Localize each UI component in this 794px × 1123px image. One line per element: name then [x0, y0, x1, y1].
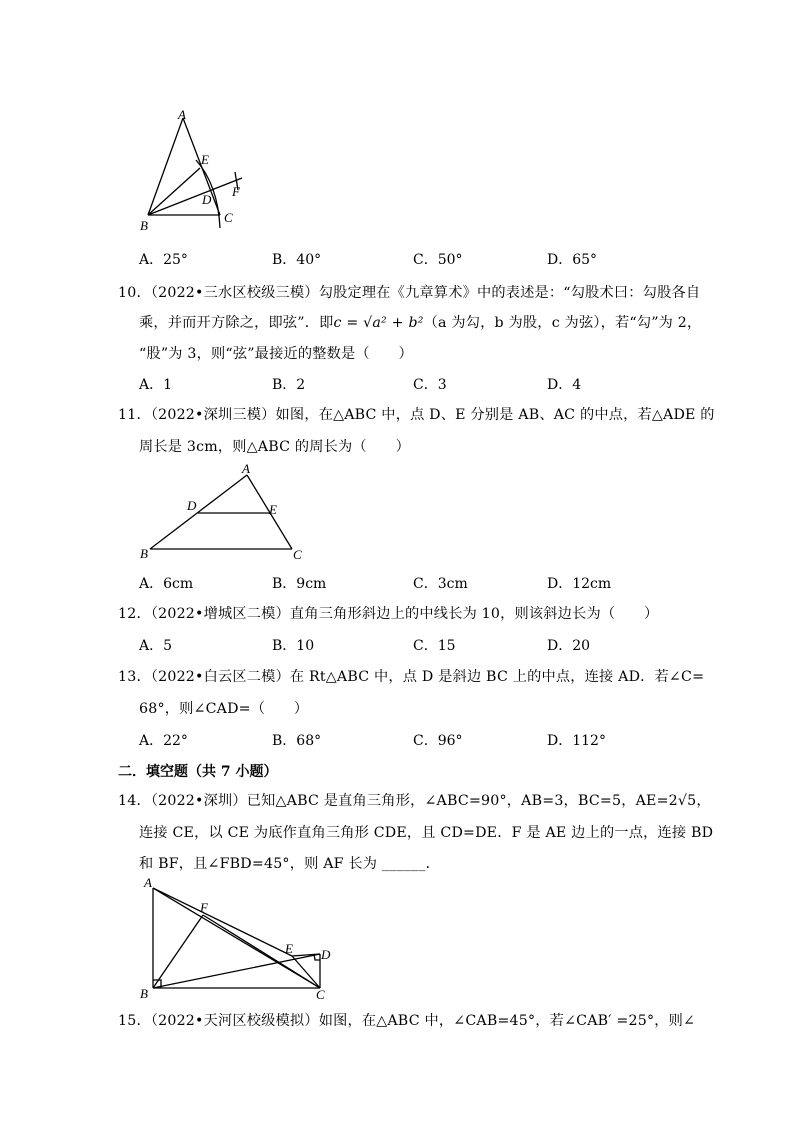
q9-line-ab	[148, 118, 183, 215]
q10-option-c: C．3	[413, 377, 447, 393]
q10-option-b: B．2	[272, 377, 306, 393]
q9-label-b: B	[140, 218, 148, 233]
q11-line1: 11．（2022•深圳三模）如图，在△ABC 中，点 D、E 分别是 AB、AC 的中点，若△ADE 的	[118, 407, 715, 423]
q9-label-e: E	[201, 152, 209, 167]
q11-figure	[150, 470, 310, 555]
q13-line1: 13．（2022•白云区二模）在 Rt△ABC 中，点 D 是斜边 BC 上的中点，连接 AD．若∠C=	[118, 669, 705, 685]
q10-line2	[139, 312, 701, 332]
q10-option-a: A．1	[139, 377, 173, 393]
q9-label-c: C	[224, 210, 233, 225]
q10-option-d: D．4	[547, 377, 582, 393]
q13-option-a: A．22°	[139, 733, 188, 749]
q14-label-b: B	[140, 986, 148, 1001]
q12-option-a: A．5	[139, 638, 173, 654]
q14-label-c: C	[316, 987, 325, 1002]
q9-option-d: D．65°	[547, 252, 598, 268]
q13-line2: 68°，则∠CAD=（ ）	[139, 701, 309, 717]
q11-line-ab	[150, 475, 247, 549]
q9-option-c: C．50°	[413, 252, 463, 268]
q9-label-d: D	[202, 192, 212, 207]
q14-line2: 连接 CE，以 CE 为底作直角三角形 CDE，且 CD=DE．F 是 AE 边上的一点，连接 BD	[139, 825, 714, 841]
q14-line-fc	[203, 915, 320, 988]
q14-line-ae	[153, 888, 292, 956]
q10-line3: “股”为 3，则“弦”最接近的整数是（ ）	[139, 346, 413, 362]
q13-option-c: C．96°	[413, 733, 463, 749]
q14-line-bf	[153, 915, 203, 988]
q14-label-a: A	[144, 875, 152, 890]
q15-line1: 15．（2022•天河区校级模拟）如图，在△ABC 中，∠CAB=45°，若∠CAB′ =25°，则∠	[118, 1013, 696, 1029]
section-heading: 二．填空题（共 7 小题）	[118, 764, 278, 780]
q14-label-e: E	[285, 941, 293, 956]
q14-line1: 14．（2022•深圳）已知△ABC 是直角三角形，∠ABC=90°，AB=3，BC=5，AE=2√5，	[118, 793, 711, 809]
q11-option-c: C．3cm	[413, 576, 468, 592]
q11-option-d: D．12cm	[547, 576, 612, 592]
q9-option-a: A．25°	[139, 252, 188, 268]
q11-label-d: D	[187, 498, 197, 513]
q13-option-d: D．112°	[547, 733, 606, 749]
q11-label-b: B	[140, 546, 148, 561]
q9-label-f: F	[232, 184, 240, 199]
q10-line2-b: （a 为勾，b 为股，c 为弦），若“勾”为 2，	[423, 315, 702, 331]
q10-line1: 10．（2022•三水区校级三模）勾股定理在《九章算术》中的表述是：“勾股术曰：勾股各自	[118, 285, 701, 301]
q10-formula: c = √a² + b²	[333, 315, 424, 331]
q9-figure	[130, 100, 260, 240]
q11-label-c: C	[293, 547, 302, 562]
q12-option-c: C．15	[413, 638, 456, 654]
q12-option-b: B．10	[272, 638, 315, 654]
q9-label-a: A	[178, 107, 186, 122]
q14-figure	[150, 885, 330, 995]
q14-line3: 和 BF，且∠FBD=45°，则 AF 长为 ______．	[139, 856, 441, 872]
q11-line2: 周长是 3cm，则△ABC 的周长为（ ）	[139, 439, 410, 455]
q11-label-a: A	[242, 461, 250, 476]
q13-option-b: B．68°	[272, 733, 322, 749]
q14-label-f: F	[200, 900, 208, 915]
q14-label-d: D	[321, 947, 331, 962]
q11-option-a: A．6cm	[139, 576, 194, 592]
q9-option-b: B．40°	[272, 252, 322, 268]
q12-option-d: D．20	[547, 638, 591, 654]
q12-line1: 12．（2022•增城区二模）直角三角形斜边上的中线长为 10，则该斜边长为（ ）	[118, 606, 659, 622]
q10-line2-a: 乘，并而开方除之，即弦”．即	[139, 315, 334, 331]
q14-line-ec	[292, 956, 320, 988]
q11-label-e: E	[269, 502, 277, 517]
q11-option-b: B．9cm	[272, 576, 327, 592]
